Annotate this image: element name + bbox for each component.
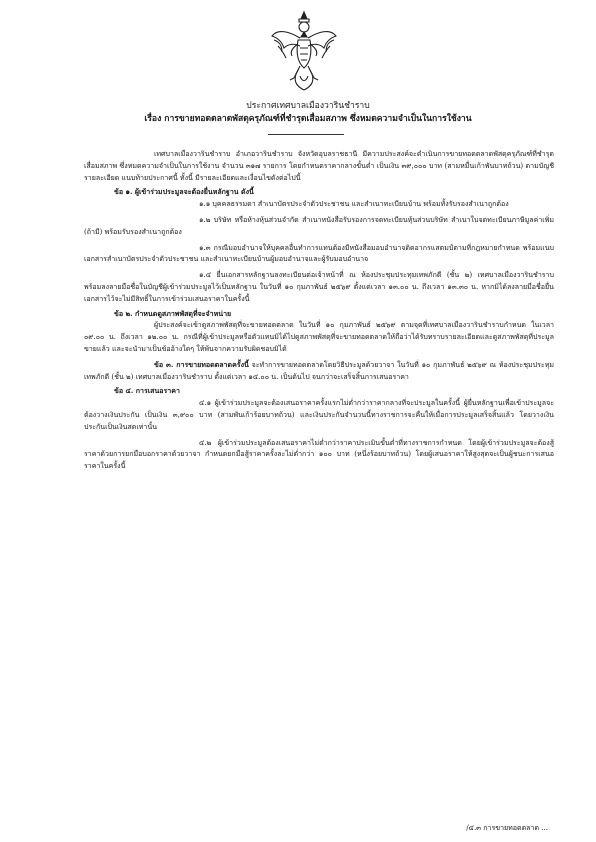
section-1-3: ๑.๓ กรณีมอบอำนาจให้บุคคลอื่นทำการแทนต้องมีหนังสือมอบอำนาจติดอากรแสตมป์ตามที่กฎหมายกำหนด พร้อมแนบเอกสารสำเนาบัตรประจำตัวประชาชน และสำเนาทะเบียนบ้านผู้มอบอำนาจและผู้รับมอบอำนาจ <box>84 242 554 264</box>
title-divider <box>268 134 344 135</box>
section-1-heading: ข้อ ๑. ผู้เข้าร่วมประมูลจะต้องยื่นหลักฐาน ดังนี้ <box>114 187 254 197</box>
announcement-title: ประกาศเทศบาลเมืองวารินชำราบ <box>246 101 370 111</box>
section-4-2: ๔.๒ ผู้เข้าร่วมประมูลต้องเสนอราคาไม่ต่ำกว่าราคาประเมินขั้นต่ำที่ทางราชการกำหนด โดยผู้เข้าร่วมประมูลจะต้องสู้ราคาด้วยการยกมือบอกราคาด้วยวาจา กำหนดยกมือสู้ราคาครั้งละไม่ต่ำกว่า ๑๐๐ บาท (หนึ่งร้อยบาทถ้วน) โดยผู้เสนอราคาให้สูงสุดจะเป็นผู้ชนะการเสนอราคาในครั้งนี้ <box>84 437 554 471</box>
section-1-2: ๑.๒ บริษัท หรือห้างหุ้นส่วนจำกัด สำเนาหนังสือรับรองการจดทะเบียนหุ้นส่วนบริษัท สำเนาใบจดทะเบียนภาษีมูลค่าเพิ่ม (ถ้ามี) พร้อมรับรองสำเนาถูกต้อง <box>84 214 554 236</box>
section-3-label: ข้อ ๓. การขายทอดตลาดครั้งนี้ <box>154 359 249 369</box>
announcement-subject: เรื่อง การขายทอดตลาดพัสดุครุภัณฑ์ที่ชำรุดเสื่อมสภาพ ซึ่งหมดความจำเป็นในการใช้งาน <box>144 114 472 124</box>
garuda-emblem-icon <box>270 10 338 92</box>
section-3-text: จะทำการขายทอดตลาดโดยวิธีประมูลด้วยวาจา ในวันที่ ๑๐ กุมภาพันธ์ ๒๕๖๙ ณ ห้องประชุมประทุมเทพภักดี (ชั้น ๒) เทศบาลเมืองวารินชำราบ ตั้งแต่เวลา ๑๔.๐๐ น. เป็นต้นไป จนกว่าจะเสร็จสิ้นการเสนอราคา <box>84 359 554 381</box>
section-3-paragraph <box>84 359 554 383</box>
section-1-4: ๑.๔ ยื่นเอกสารหลักฐานลงทะเบียนต่อเจ้าหน้าที่ ณ ห้องประชุมประทุมเทพภักดี (ชั้น ๒) เทศบาลเมืองวารินชำราบ พร้อมลงลายมือชื่อในบัญชีผู้เข้าร่วมประมูลไว้เป็นหลักฐาน ในวันที่ ๑๐ กุมภาพันธ์ ๒๕๖๙ ตั้งแต่เวลา ๑๓.๐๐ น. ถึงเวลา ๑๓.๓๐ น. หากมิได้ลงลายมือชื่อยื่นเอกสารไว้จะไม่มีสิทธิ์ในการเข้าร่วมเสนอราคาในครั้งนี้ <box>84 270 554 303</box>
section-2-text: ผู้ประสงค์จะเข้าดูสภาพพัสดุที่จะขายทอดตลาด ในวันที่ ๑๐ กุมภาพันธ์ ๒๕๖๙ ตามจุดที่เทศบาลเมืองวารินชำราบกำหนด ในเวลา ๐๙.๐๐ น. ถึงเวลา ๑๒.๐๐ น. กรณีที่ผู้เข้าประมูลหรือตัวแทนมิได้ไปดูสภาพพัสดุที่จะขายทอดตลาดให้ถือว่าได้รับทราบรายละเอียดและดูสภาพพัสดุที่ประมูลขายแล้ว และจะนำมาเป็นข้ออ้างใดๆ ให้พ้นจากความรับผิดชอบมิได้ <box>84 320 554 353</box>
intro-paragraph: เทศบาลเมืองวารินชำราบ อำเภอวารินชำราบ จังหวัดอุบลราชธานี มีความประสงค์จะดำเนินการขายทอดตลาดพัสดุครุภัณฑ์ที่ชำรุดเสื่อมสภาพ ซึ่งหมดความจำเป็นในการใช้งาน จำนวน ๓๑๗ รายการ โดยกำหนดราคากลางขั้นต่ำ เป็นเงิน ๓๙,๐๐๐ บาท (สามหมื่นเก้าพันบาทถ้วน) ตามบัญชีรายละเอียด แนบท้ายประกาศนี้ ทั้งนี้ มีรายละเอียดและเงื่อนไขดังต่อไปนี้ <box>84 149 554 182</box>
continued-footer: /๔.๓ การขายทอดตลาด ... <box>466 823 548 832</box>
section-2-heading: ข้อ ๒. กำหนดดูสภาพพัสดุที่จะจำหน่าย <box>114 308 232 318</box>
section-4-1: ๔.๑ ผู้เข้าร่วมประมูลจะต้องเสนอราคาครั้งแรกไม่ต่ำกว่าราคากลางที่จะประมูลในครั้งนี้ ผู้ยื่นหลักฐานเพื่อเข้าประมูลจะต้องวางเงินประกัน เป็นเงิน ๓,๙๐๐ บาท (สามพันเก้าร้อยบาทถ้วน) และเงินประกันจำนวนนี้ทางราชการจะคืนให้เมื่อการประมูลเสร็จสิ้นแล้ว โดยวางเงินประกันเป็นเงินสดเท่านั้น <box>84 398 554 431</box>
section-4-heading: ข้อ ๔. การเสนอราคา <box>114 386 180 396</box>
section-1-1: ๑.๑ บุคคลธรรมดา สำเนาบัตรประจำตัวประชาชน และสำเนาทะเบียนบ้าน พร้อมทั้งรับรองสำเนาถูกต้อง <box>199 199 509 209</box>
announcement-body <box>84 148 554 472</box>
